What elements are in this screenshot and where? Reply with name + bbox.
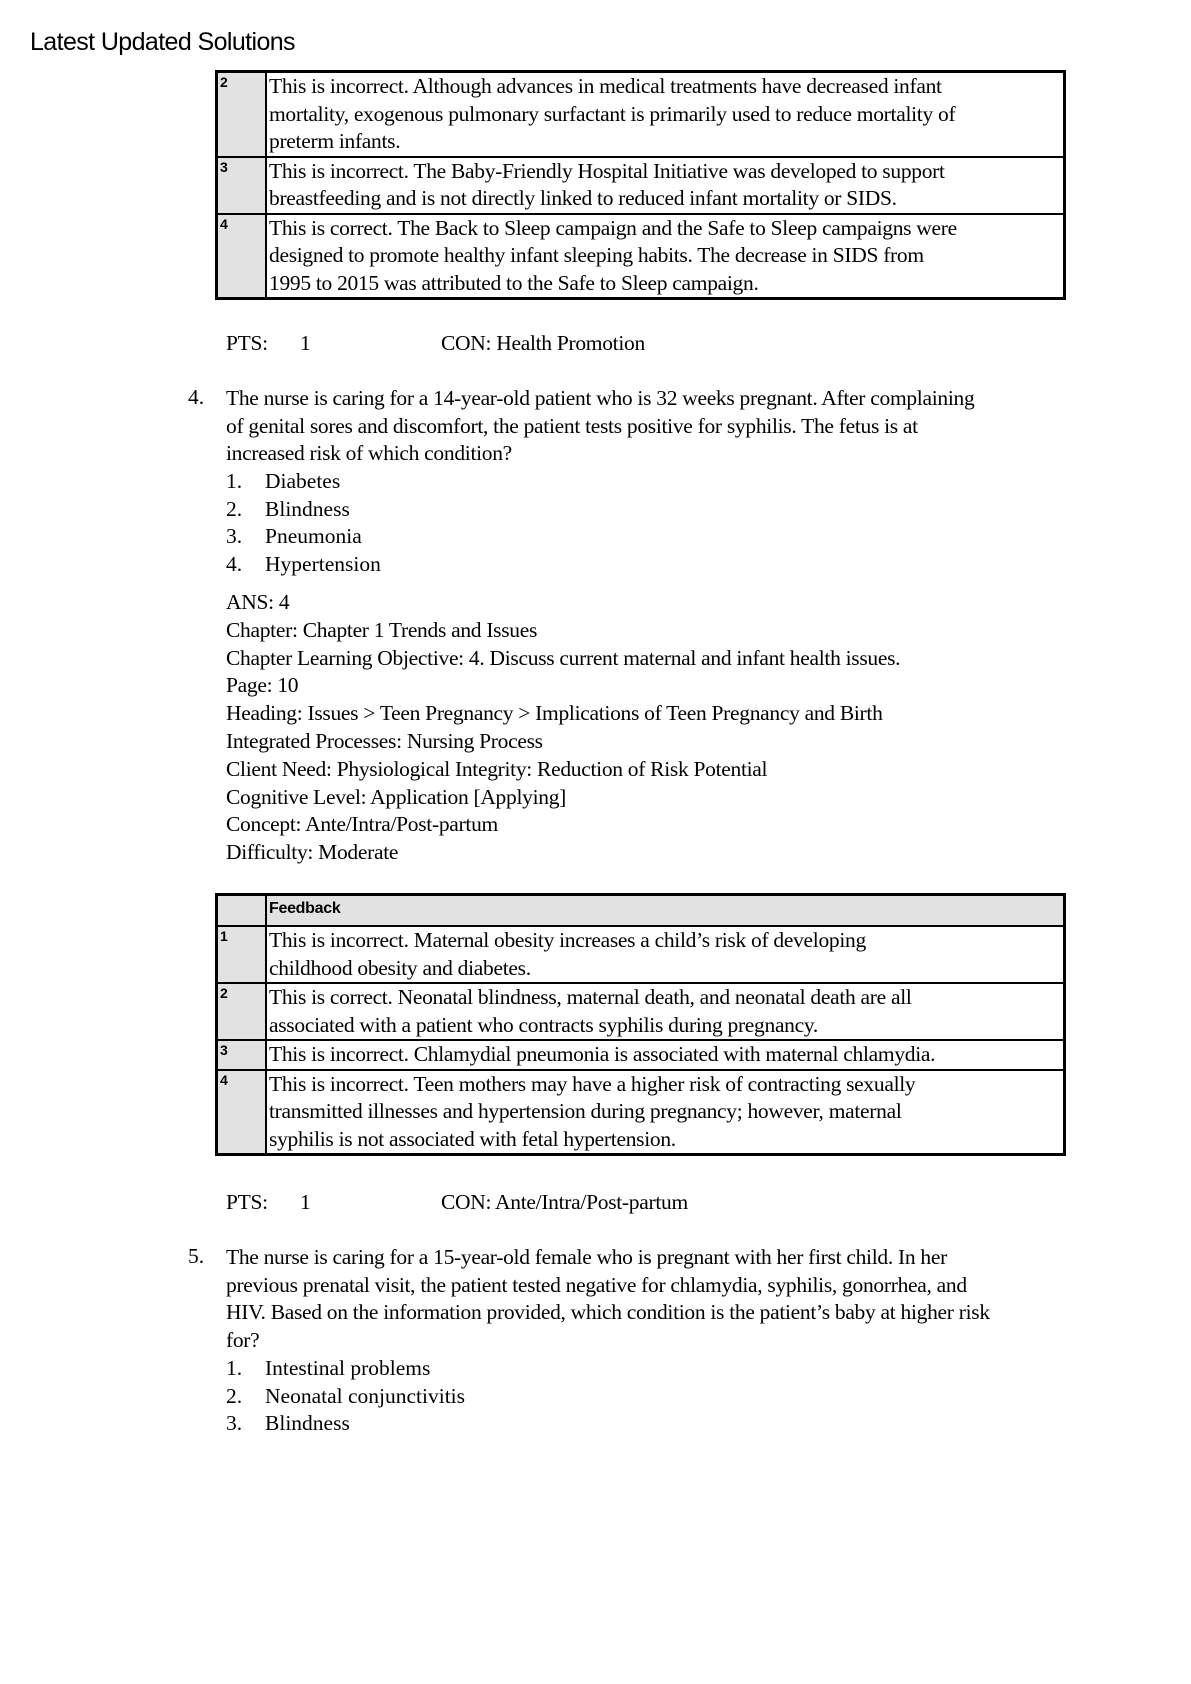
feedback-header: Feedback (266, 895, 1065, 927)
feedback-text (266, 72, 1065, 157)
q3-pts-line (226, 331, 826, 359)
option-text: Neonatal conjunctivitis (265, 1383, 466, 1408)
row-number: 2 (217, 72, 267, 157)
feedback-line: transmitted illnesses and hypertension during pregnancy; however, maternal (269, 1099, 902, 1123)
option-text: Pneumonia (265, 524, 362, 548)
feedback-line: This is incorrect. The Baby-Friendly Hospital Initiative was developed to support (269, 158, 945, 183)
table-row (217, 1040, 1065, 1070)
chapter: Chapter: Chapter 1 Trends and Issues (226, 617, 538, 642)
option-text: Blindness (265, 496, 350, 521)
q3-feedback-table (215, 70, 1066, 300)
question-metadata (226, 589, 900, 867)
heading: Heading: Issues > Teen Pregnancy > Implications of Teen Pregnancy and Birth (226, 701, 883, 726)
stem-line: increased risk of which condition? (226, 441, 512, 465)
feedback-line: breastfeeding and is not directly linked to reduced infant mortality or SIDS. (269, 186, 897, 210)
table-row (217, 72, 1065, 157)
pts-value: 1 (300, 1190, 311, 1214)
stem-line: HIV. Based on the information provided, which condition is the patient’s baby at higher risk (226, 1300, 990, 1324)
answer-option (226, 551, 381, 579)
cognitive-level: Cognitive Level: Application [Applying] (226, 784, 567, 809)
table-row (217, 983, 1065, 1040)
difficulty: Difficulty: Moderate (226, 840, 399, 865)
row-number: 4 (217, 214, 267, 299)
feedback-line: This is incorrect. Although advances in medical treatments have decreased infant (269, 74, 942, 98)
feedback-line: childhood obesity and diabetes. (269, 955, 531, 980)
table-row (217, 157, 1065, 214)
option-text: Diabetes (265, 469, 341, 493)
learning-objective: Chapter Learning Objective: 4. Discuss current maternal and infant health issues. (226, 645, 901, 670)
feedback-text (266, 926, 1065, 983)
concept: Concept: Ante/Intra/Post-partum (226, 812, 498, 837)
option-number: 1. (226, 469, 243, 493)
row-number: 3 (217, 157, 267, 214)
answer-key: ANS: 4 (226, 590, 290, 614)
feedback-text (266, 157, 1065, 214)
question-stem (226, 385, 1126, 468)
option-number: 3. (226, 1411, 243, 1435)
feedback-line: 1995 to 2015 was attributed to the Safe to Sleep campaign. (269, 270, 759, 295)
feedback-line: This is incorrect. Teen mothers may have a higher risk of contracting sexually (269, 1071, 916, 1096)
feedback-line: This is correct. Neonatal blindness, maternal death, and neonatal death are all (269, 985, 912, 1009)
table-row (217, 214, 1065, 299)
question-number: 5. (188, 1244, 205, 1268)
option-number: 2. (226, 496, 243, 521)
option-number: 2. (226, 1383, 243, 1408)
pts-label: PTS: (226, 331, 268, 355)
pts-label: PTS: (226, 1190, 268, 1214)
question-number: 4. (188, 385, 205, 409)
option-text: Intestinal problems (265, 1356, 431, 1380)
q4-pts-line (226, 1190, 926, 1218)
stem-line: The nurse is caring for a 14-year-old patient who is 32 weeks pregnant. After complaining (226, 386, 975, 410)
stem-line: of genital sores and discomfort, the patient tests positive for syphilis. The fetus is at (226, 413, 918, 438)
answer-option (226, 523, 362, 551)
header-blank-cell (217, 895, 267, 927)
concept-label: CON: Ante/Intra/Post-partum (441, 1190, 688, 1214)
feedback-line: preterm infants. (269, 129, 401, 153)
stem-line: for? (226, 1327, 260, 1352)
option-number: 4. (226, 551, 243, 576)
pts-value: 1 (300, 331, 311, 355)
stem-line: previous prenatal visit, the patient tested negative for chlamydia, syphilis, gonorrhea, and (226, 1272, 967, 1297)
option-number: 1. (226, 1356, 243, 1380)
answer-option (226, 1355, 430, 1383)
feedback-line: syphilis is not associated with fetal hypertension. (269, 1126, 676, 1151)
option-number: 3. (226, 524, 243, 548)
feedback-line: associated with a patient who contracts syphilis during pregnancy. (269, 1012, 819, 1037)
feedback-text (266, 214, 1065, 299)
row-number: 3 (217, 1040, 267, 1070)
table-row (217, 926, 1065, 983)
feedback-text (266, 1070, 1065, 1155)
feedback-text (266, 983, 1065, 1040)
answer-option (226, 468, 340, 496)
q4-feedback-table (215, 893, 1066, 1156)
concept-label: CON: Health Promotion (441, 331, 645, 355)
feedback-line: This is incorrect. Maternal obesity increases a child’s risk of developing (269, 928, 866, 952)
client-need: Client Need: Physiological Integrity: Reduction of Risk Potential (226, 756, 768, 781)
integrated-processes: Integrated Processes: Nursing Process (226, 728, 543, 753)
row-number: 2 (217, 983, 267, 1040)
feedback-line: This is correct. The Back to Sleep campaign and the Safe to Sleep campaigns were (269, 215, 957, 240)
feedback-text (266, 1040, 1065, 1070)
option-text: Blindness (265, 1411, 350, 1435)
feedback-line: This is incorrect. Chlamydial pneumonia is associated with maternal chlamydia. (269, 1042, 936, 1066)
feedback-line: mortality, exogenous pulmonary surfactant is primarily used to reduce mortality of (269, 101, 956, 126)
answer-option (226, 1383, 465, 1411)
row-number: 1 (217, 926, 267, 983)
page-ref: Page: 10 (226, 673, 299, 698)
option-text: Hypertension (265, 551, 381, 576)
row-number: 4 (217, 1070, 267, 1155)
feedback-line: designed to promote healthy infant sleeping habits. The decrease in SIDS from (269, 243, 924, 267)
table-row (217, 1070, 1065, 1155)
stem-line: The nurse is caring for a 15-year-old female who is pregnant with her first child. In her (226, 1245, 947, 1269)
answer-option (226, 1410, 350, 1438)
page-header-title: Latest Updated Solutions (30, 28, 295, 56)
table-header-row (217, 895, 1065, 927)
question-stem (226, 1244, 1126, 1354)
answer-option (226, 496, 350, 524)
